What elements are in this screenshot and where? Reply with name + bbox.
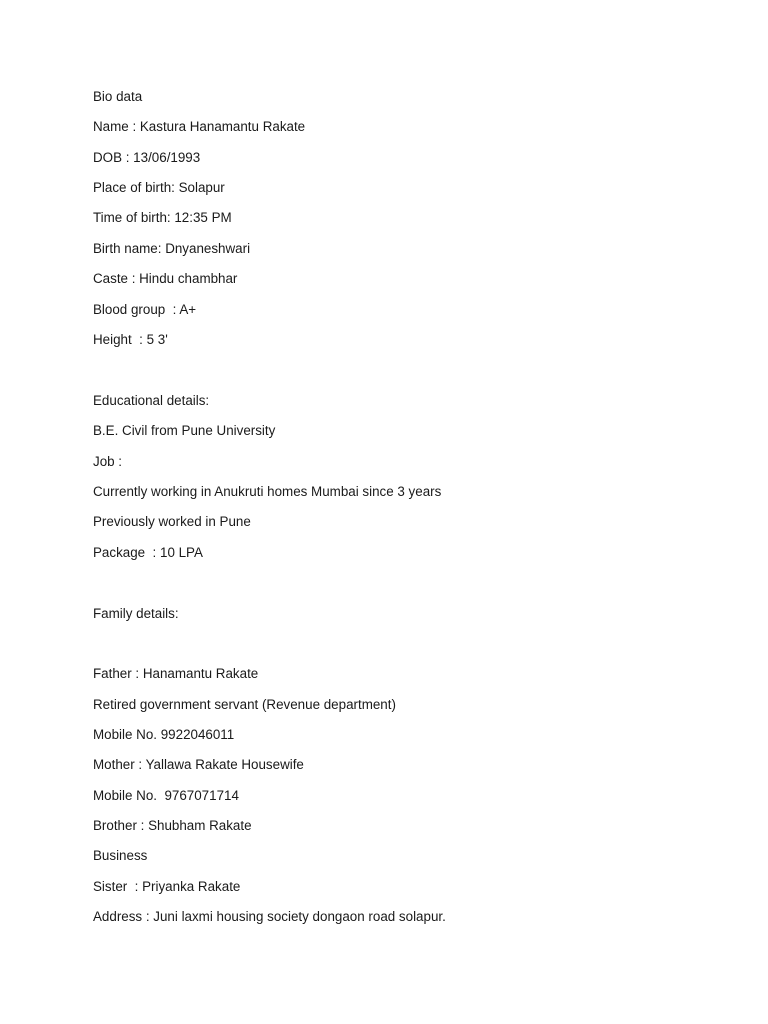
mother-line: Mother : Yallawa Rakate Housewife: [93, 757, 304, 772]
package-line: Package : 10 LPA: [93, 545, 203, 560]
degree-line: B.E. Civil from Pune University: [93, 423, 276, 438]
sister-line: Sister : Priyanka Rakate: [93, 879, 241, 894]
time-of-birth-line: Time of birth: 12:35 PM: [93, 210, 232, 225]
blood-group-line: Blood group : A+: [93, 302, 197, 317]
dob-line: DOB : 13/06/1993: [93, 150, 201, 165]
previous-job-line: Previously worked in Pune: [93, 514, 251, 529]
father-occupation-line: Retired government servant (Revenue department): [93, 697, 396, 712]
mother-mobile-line: Mobile No. 9767071714: [93, 788, 239, 803]
name-line: Name : Kastura Hanamantu Rakate: [93, 119, 306, 134]
caste-line: Caste : Hindu chambhar: [93, 271, 238, 286]
address-line: Address : Juni laxmi housing society dongaon road solapur.: [93, 909, 446, 924]
brother-occupation-line: Business: [93, 848, 148, 863]
family-heading: Family details:: [93, 606, 179, 621]
place-of-birth-line: Place of birth: Solapur: [93, 180, 225, 195]
education-heading: Educational details:: [93, 393, 210, 408]
father-line: Father : Hanamantu Rakate: [93, 666, 259, 681]
current-job-line: Currently working in Anukruti homes Mumbai since 3 years: [93, 484, 442, 499]
job-heading: Job :: [93, 454, 123, 469]
father-mobile-line: Mobile No. 9922046011: [93, 727, 235, 742]
brother-line: Brother : Shubham Rakate: [93, 818, 252, 833]
birth-name-line: Birth name: Dnyaneshwari: [93, 241, 251, 256]
doc-title: Bio data: [93, 89, 143, 104]
height-line: Height : 5 3': [93, 332, 168, 347]
